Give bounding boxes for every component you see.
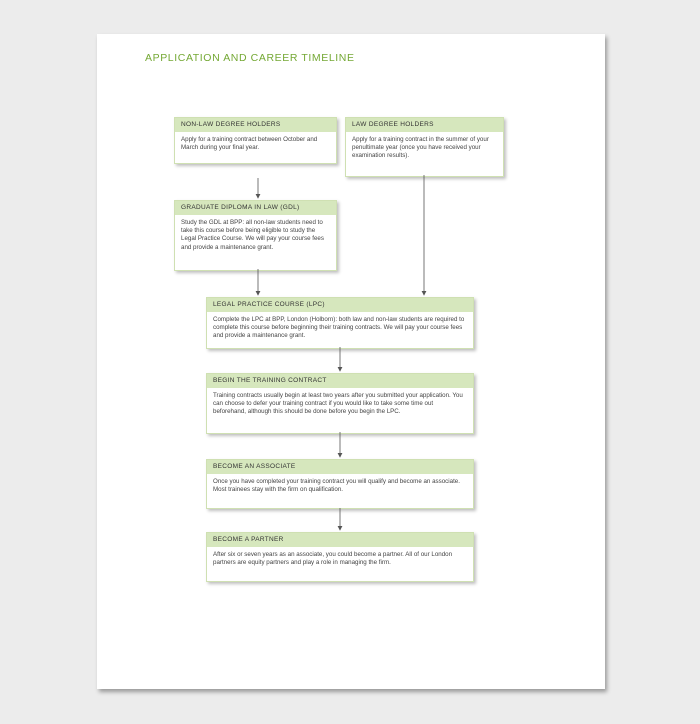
box-heading: BECOME AN ASSOCIATE [207, 460, 473, 474]
box-heading: GRADUATE DIPLOMA IN LAW (GDL) [175, 201, 336, 215]
box-text: Once you have completed your training contract you will qualify and become an associate. Most trainees stay with the firm on qualification. [213, 478, 460, 494]
box-text: Training contracts usually begin at least two years after you submitted your application. You can choose to defer your training contract if you would like to take some time out beforehand, although this should be done before you begin the LPC. [213, 392, 463, 416]
page-title: APPLICATION AND CAREER TIMELINE [145, 52, 355, 64]
box-text: Apply for a training contract between October and March during your final year. [181, 136, 318, 152]
document-page [97, 34, 605, 689]
box-heading: LAW DEGREE HOLDERS [346, 118, 503, 132]
box-heading: BEGIN THE TRAINING CONTRACT [207, 374, 473, 388]
box-text: Apply for a training contract in the summer of your penultimate year (once you have received your examination results). [352, 136, 489, 160]
box-heading: BECOME A PARTNER [207, 533, 473, 547]
box-heading: LEGAL PRACTICE COURSE (LPC) [207, 298, 473, 312]
box-heading: NON-LAW DEGREE HOLDERS [175, 118, 336, 132]
box-text: After six or seven years as an associate, you could become a partner. All of our London partners are equity partners and play a role in managing the firm. [213, 551, 453, 567]
box-text: Complete the LPC at BPP, London (Holborn): both law and non-law students are required to complete this course before beginning their training contracts. We will pay your course fees and provide a maintenance grant. [213, 316, 465, 340]
box-text: Study the GDL at BPP: all non-law students need to take this course before being eligible to study the Legal Practice Course. We will pay your course fees and provide a maintenance grant. [181, 219, 324, 251]
connector-arrows [97, 34, 605, 689]
